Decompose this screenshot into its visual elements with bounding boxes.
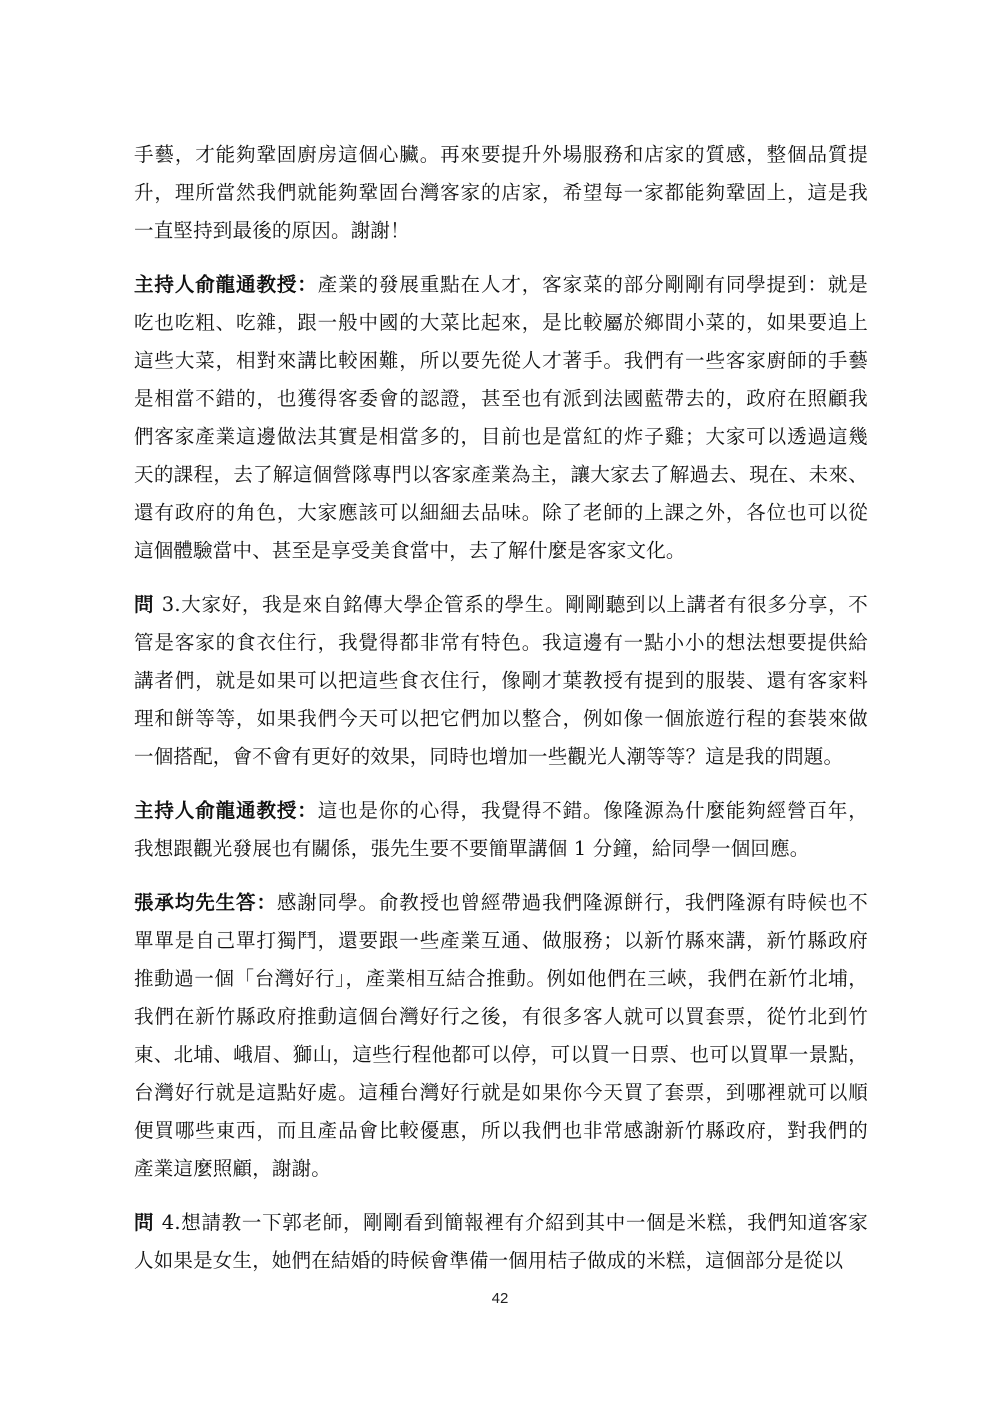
text-line bbox=[134, 1036, 868, 1074]
speaker-label: 主持人俞龍通教授： bbox=[134, 799, 318, 822]
line-text: 講者們，就是如果可以把這些食衣住行，像剛才葉教授有提到的服裝、還有客家料 bbox=[134, 669, 868, 692]
text-line bbox=[134, 586, 868, 624]
text-line bbox=[134, 136, 868, 174]
paragraph bbox=[134, 792, 868, 868]
text-line bbox=[134, 922, 868, 960]
text-line bbox=[134, 700, 868, 738]
line-text: 東、北埔、峨眉、獅山，這些行程他都可以停，可以買一日票、也可以買單一景點， bbox=[134, 1043, 868, 1066]
line-text: 人如果是女生，她們在結婚的時候會準備一個用桔子做成的米糕，這個部分是從以 bbox=[134, 1249, 844, 1272]
speaker-label: 張承均先生答： bbox=[134, 891, 277, 914]
line-text: 管是客家的食衣住行，我覺得都非常有特色。我這邊有一點小小的想法想要提供給 bbox=[134, 631, 868, 654]
line-text: 我們在新竹縣政府推動這個台灣好行之後，有很多客人就可以買套票，從竹北到竹 bbox=[134, 1005, 868, 1028]
line-text: 一個搭配，會不會有更好的效果，同時也增加一些觀光人潮等等？這是我的問題。 bbox=[134, 745, 844, 768]
line-text: 推動過一個「台灣好行」，產業相互結合推動。例如他們在三峽，我們在新竹北埔， bbox=[134, 967, 868, 990]
paragraph bbox=[134, 586, 868, 776]
text-line bbox=[134, 998, 868, 1036]
line-text: 吃也吃粗、吃雜，跟一般中國的大菜比起來，是比較屬於鄉間小菜的，如果要追上 bbox=[134, 311, 868, 334]
line-text: 手藝，才能夠鞏固廚房這個心臟。再來要提升外場服務和店家的質感，整個品質提 bbox=[134, 143, 868, 166]
text-line bbox=[134, 212, 868, 250]
line-text: 理和餅等等，如果我們今天可以把它們加以整合，例如像一個旅遊行程的套裝來做 bbox=[134, 707, 868, 730]
line-text: 們客家產業這邊做法其實是相當多的，目前也是當紅的炸子雞；大家可以透過這幾 bbox=[134, 425, 868, 448]
line-text: 還有政府的角色，大家應該可以細細去品味。除了老師的上課之外，各位也可以從 bbox=[134, 501, 868, 524]
text-line bbox=[134, 884, 868, 922]
line-text: 單單是自己單打獨鬥，還要跟一些產業互通、做服務；以新竹縣來講，新竹縣政府 bbox=[134, 929, 868, 952]
paragraph bbox=[134, 884, 868, 1188]
line-text: 這個體驗當中、甚至是享受美食當中，去了解什麼是客家文化。 bbox=[134, 539, 686, 562]
line-text: 產業這麼照顧，謝謝。 bbox=[134, 1157, 332, 1180]
paragraph bbox=[134, 1204, 868, 1280]
line-text: 一直堅持到最後的原因。謝謝！ bbox=[134, 219, 410, 242]
text-line bbox=[134, 304, 868, 342]
text-line bbox=[134, 266, 868, 304]
line-text: 便買哪些東西，而且產品會比較優惠，所以我們也非常感謝新竹縣政府，對我們的 bbox=[134, 1119, 868, 1142]
line-text: 3.大家好，我是來自銘傳大學企管系的學生。剛剛聽到以上講者有很多分享，不 bbox=[161, 593, 868, 616]
text-line bbox=[134, 738, 868, 776]
line-text: 這些大菜，相對來講比較困難，所以要先從人才著手。我們有一些客家廚師的手藝 bbox=[134, 349, 868, 372]
line-text: 是相當不錯的，也獲得客委會的認證，甚至也有派到法國藍帶去的，政府在照顧我 bbox=[134, 387, 868, 410]
text-line bbox=[134, 1242, 868, 1280]
text-line bbox=[134, 532, 868, 570]
line-text: 4.想請教一下郭老師，剛剛看到簡報裡有介紹到其中一個是米糕，我們知道客家 bbox=[161, 1211, 868, 1234]
text-line bbox=[134, 830, 868, 868]
line-text: 台灣好行就是這點好處。這種台灣好行就是如果你今天買了套票，到哪裡就可以順 bbox=[134, 1081, 868, 1104]
line-text: 產業的發展重點在人才，客家菜的部分剛剛有同學提到：就是 bbox=[317, 273, 868, 296]
speaker-label: 問 bbox=[134, 593, 162, 616]
line-text: 升，理所當然我們就能夠鞏固台灣客家的店家，希望每一家都能夠鞏固上，這是我 bbox=[134, 181, 868, 204]
text-line bbox=[134, 662, 868, 700]
text-line bbox=[134, 624, 868, 662]
text-line bbox=[134, 1204, 868, 1242]
page-number: 42 bbox=[491, 1290, 509, 1307]
line-text: 天的課程，去了解這個營隊專門以客家產業為主，讓大家去了解過去、現在、未來、 bbox=[134, 463, 868, 486]
text-line bbox=[134, 1150, 868, 1188]
line-text: 感謝同學。俞教授也曾經帶過我們隆源餅行，我們隆源有時候也不 bbox=[276, 891, 868, 914]
text-line bbox=[134, 174, 868, 212]
text-line bbox=[134, 792, 868, 830]
text-line bbox=[134, 1074, 868, 1112]
text-line bbox=[134, 494, 868, 532]
line-text: 這也是你的心得，我覺得不錯。像隆源為什麼能夠經營百年， bbox=[317, 799, 868, 822]
text-line bbox=[134, 960, 868, 998]
text-line bbox=[134, 1112, 868, 1150]
speaker-label: 主持人俞龍通教授： bbox=[134, 273, 318, 296]
text-line bbox=[134, 380, 868, 418]
text-line bbox=[134, 342, 868, 380]
line-text: 我想跟觀光發展也有關係，張先生要不要簡單講個 1 分鐘，給同學一個回應。 bbox=[134, 837, 810, 860]
paragraph bbox=[134, 136, 868, 250]
paragraph bbox=[134, 266, 868, 570]
text-line bbox=[134, 456, 868, 494]
body-text bbox=[134, 136, 868, 1296]
text-line bbox=[134, 418, 868, 456]
speaker-label: 問 bbox=[134, 1211, 162, 1234]
